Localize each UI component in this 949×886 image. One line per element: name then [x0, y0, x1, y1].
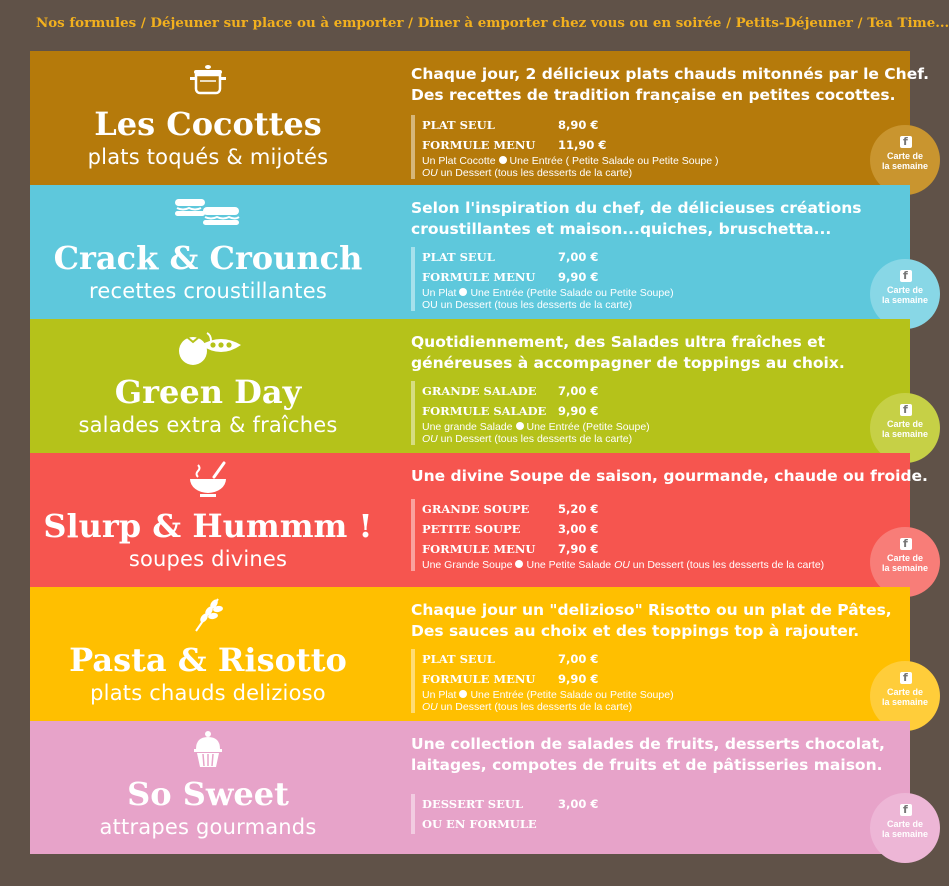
price-row: [422, 519, 841, 539]
panel-pasta-risotto: [30, 587, 929, 721]
price-value: 9,90 €: [558, 404, 599, 418]
panel-subtitle: plats chauds delizioso: [90, 681, 326, 705]
panel-description: [411, 198, 891, 240]
panel-title: Crack & Crounch: [53, 239, 363, 277]
panel-title: Slurp & Hummm !: [43, 507, 373, 545]
price-list: [411, 649, 841, 713]
price-row: [422, 794, 841, 814]
panel-heading: [30, 453, 386, 587]
price-label: PLAT SEUL: [422, 118, 495, 132]
price-row: [422, 814, 841, 834]
panel-details: [411, 587, 891, 721]
panel-subtitle: soupes divines: [128, 547, 288, 571]
price-label: GRANDE SALADE: [422, 384, 537, 398]
description-line: Des recettes de tradition française en petites cocottes.: [411, 86, 896, 104]
plus-icon: [459, 288, 467, 296]
price-row: [422, 267, 841, 287]
price-list: [411, 499, 841, 571]
description-line: Chaque jour, 2 délicieux plats chauds mitonnés par le Chef.: [411, 65, 929, 83]
price-row: [422, 649, 841, 669]
price-list: [411, 794, 841, 834]
nav-link-tea-time[interactable]: Tea Time...: [867, 15, 949, 31]
facebook-icon: [900, 804, 912, 816]
description-line: généreuses à accompagner de toppings au choix.: [411, 354, 845, 372]
panel-title: Pasta & Risotto: [69, 641, 347, 679]
facebook-icon: [900, 538, 912, 550]
description-line: Une collection de salades de fruits, desserts chocolat,: [411, 735, 885, 753]
panel-description: [411, 734, 891, 776]
plus-icon: [459, 690, 467, 698]
price-value: 5,20 €: [558, 502, 599, 516]
facebook-icon: [900, 672, 912, 684]
formula-note: OU un Dessert (tous les desserts de la carte): [422, 701, 633, 713]
price-value: 7,90 €: [558, 542, 599, 556]
price-row: [422, 401, 841, 421]
panel-description: [411, 600, 891, 642]
panel-title: Les Cocottes: [94, 105, 322, 143]
panel-green-day: [30, 319, 929, 453]
formula-note: OU un Dessert (tous les desserts de la carte): [422, 299, 633, 311]
formula-note: Un Plat Cocotte Une Entrée ( Petite Salade ou Petite Soupe ): [422, 155, 719, 167]
price-label: DESSERT SEUL: [422, 797, 523, 811]
nav-link-diner[interactable]: Diner à emporter chez vous ou en soirée: [417, 15, 722, 31]
price-label: FORMULE MENU: [422, 672, 536, 686]
panel-description: [411, 466, 928, 487]
formula-note: OU un Dessert (tous les desserts de la carte): [422, 167, 633, 179]
price-value: 9,90 €: [558, 270, 599, 284]
facebook-icon: [900, 270, 912, 282]
description-line: Chaque jour un "delizioso" Risotto ou un plat de Pâtes,: [411, 601, 892, 619]
price-label: GRANDE SOUPE: [422, 502, 530, 516]
weekly-menu-label: Carte de la semaine: [881, 553, 929, 573]
panel-crack-crounch: [30, 185, 929, 319]
panel-subtitle: attrapes gourmands: [99, 815, 317, 839]
price-value: 3,00 €: [558, 797, 599, 811]
facebook-icon: [900, 404, 912, 416]
panel-subtitle: plats toqués & mijotés: [87, 145, 329, 169]
panel-heading: [30, 721, 386, 854]
panel-heading: [30, 185, 386, 319]
formula-note: Un Plat Une Entrée (Petite Salade ou Petite Soupe): [422, 689, 674, 701]
price-list: [411, 247, 841, 311]
price-label: FORMULE MENU: [422, 138, 536, 152]
panel-slurp-hummm: [30, 453, 929, 587]
price-value: 7,00 €: [558, 652, 599, 666]
plus-icon: [499, 156, 507, 164]
panel-description: [411, 332, 891, 374]
price-row: [422, 539, 841, 559]
plus-icon: [516, 422, 524, 430]
panel-details: [411, 721, 891, 854]
facebook-icon: [900, 136, 912, 148]
panel-heading: [30, 587, 386, 721]
price-label: PLAT SEUL: [422, 250, 495, 264]
soup-bowl-icon: [30, 461, 386, 501]
price-list: [411, 381, 841, 445]
cooking-pot-icon: [30, 59, 386, 99]
price-value: 11,90 €: [558, 138, 607, 152]
weekly-menu-label: Carte de la semaine: [881, 687, 929, 707]
price-label: PLAT SEUL: [422, 652, 495, 666]
formula-note: Une grande Salade Une Entrée (Petite Soupe): [422, 421, 650, 433]
price-value: 8,90 €: [558, 118, 599, 132]
sandwich-icon: [30, 193, 386, 233]
description-line: Quotidiennement, des Salades ultra fraîches et: [411, 333, 826, 351]
price-value: 7,00 €: [558, 384, 599, 398]
formula-note: Un Plat Une Entrée (Petite Salade ou Petite Soupe): [422, 287, 674, 299]
vegetables-icon: [30, 327, 386, 367]
panel-subtitle: salades extra & fraîches: [78, 413, 338, 437]
panel-heading: [30, 51, 386, 185]
description-line: laitages, compotes de fruits et de pâtisseries maison.: [411, 756, 883, 774]
nav-link-petits-dejeuner[interactable]: Petits-Déjeuner: [735, 15, 853, 31]
panel-title: Green Day: [114, 373, 302, 411]
nav-link-dejeuner[interactable]: Déjeuner sur place ou à emporter: [150, 15, 404, 31]
price-label: PETITE SOUPE: [422, 522, 521, 536]
cupcake-icon: [30, 729, 386, 769]
nav-link-formules[interactable]: Nos formules: [36, 15, 137, 31]
panel-description: [411, 64, 929, 106]
panel-so-sweet: [30, 721, 929, 854]
weekly-menu-facebook-button[interactable]: [870, 793, 940, 863]
weekly-menu-label: Carte de la semaine: [881, 151, 929, 171]
plus-icon: [515, 560, 523, 568]
price-value: 7,00 €: [558, 250, 599, 264]
price-list: [411, 115, 841, 179]
description-line: Une divine Soupe de saison, gourmande, chaude ou froide.: [411, 467, 928, 485]
formula-note: OU un Dessert (tous les desserts de la carte): [422, 433, 633, 445]
description-line: croustillantes et maison...quiches, bruschetta...: [411, 220, 832, 238]
weekly-menu-label: Carte de la semaine: [881, 285, 929, 305]
panel-heading: [30, 319, 386, 453]
weekly-menu-label: Carte de la semaine: [881, 819, 929, 839]
wheat-icon: [30, 595, 386, 635]
panel-subtitle: recettes croustillantes: [89, 279, 327, 303]
price-label: FORMULE MENU: [422, 270, 536, 284]
price-label: FORMULE MENU: [422, 542, 536, 556]
top-navigation: Nos formules / Déjeuner sur place ou à emporter / Diner à emporter chez vous ou en soirée / Petits-Déjeuner / Tea Time...: [36, 15, 949, 31]
description-line: Des sauces au choix et des toppings top à rajouter.: [411, 622, 860, 640]
panel-details: [411, 185, 891, 319]
price-row: [422, 381, 841, 401]
price-row: [422, 499, 841, 519]
weekly-menu-label: Carte de la semaine: [881, 419, 929, 439]
formula-note: Une Grande Soupe Une Petite Salade OU un Dessert (tous les desserts de la carte): [422, 559, 825, 571]
price-value: 3,00 €: [558, 522, 599, 536]
panel-title: So Sweet: [127, 775, 289, 813]
price-value: 9,90 €: [558, 672, 599, 686]
price-label: FORMULE SALADE: [422, 404, 547, 418]
price-label: OU EN FORMULE: [422, 817, 537, 831]
price-row: [422, 669, 841, 689]
panel-les-cocottes: [30, 51, 929, 185]
description-line: Selon l'inspiration du chef, de délicieuses créations: [411, 199, 862, 217]
panel-details: [411, 319, 891, 453]
price-row: [422, 247, 841, 267]
price-row: [422, 135, 841, 155]
price-row: [422, 115, 841, 135]
